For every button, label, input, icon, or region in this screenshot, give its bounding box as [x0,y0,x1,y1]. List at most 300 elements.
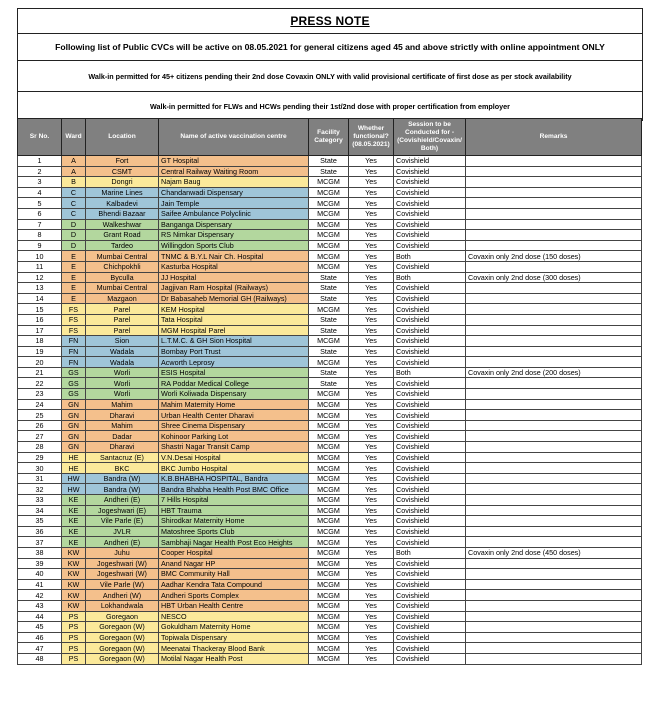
functional-cell: Yes [349,463,394,474]
sr-no-cell: 11 [18,261,62,272]
ward-cell: E [62,261,86,272]
functional-cell: Yes [349,431,394,442]
session-cell: Covishield [394,208,466,219]
centre-name-cell: Bandra Bhabha Health Post BMC Office [159,484,309,495]
location-cell: Bhendi Bazaar [86,208,159,219]
session-cell: Covishield [394,653,466,664]
sr-no-cell: 39 [18,558,62,569]
location-cell: Worli [86,367,159,378]
functional-cell: Yes [349,293,394,304]
facility-category-cell: MCGM [309,622,349,633]
session-cell: Covishield [394,473,466,484]
ward-cell: HE [62,463,86,474]
facility-category-cell: MCGM [309,187,349,198]
col-header-functional: Whether functional? (08.05.2021) [349,119,394,156]
functional-cell: Yes [349,187,394,198]
session-cell: Covishield [394,495,466,506]
location-cell: Goregaon (W) [86,632,159,643]
session-cell: Covishield [394,166,466,177]
location-cell: Mazgaon [86,293,159,304]
sr-no-cell: 13 [18,283,62,294]
facility-category-cell: State [309,325,349,336]
ward-cell: FS [62,325,86,336]
remarks-cell [466,399,642,410]
table-header-row [18,119,642,156]
remarks-cell [466,526,642,537]
facility-category-cell: MCGM [309,198,349,209]
facility-category-cell: State [309,367,349,378]
session-cell: Covishield [394,442,466,453]
facility-category-cell: MCGM [309,505,349,516]
ward-cell: GS [62,389,86,400]
location-cell: Bandra (W) [86,473,159,484]
centre-name-cell: 7 Hills Hospital [159,495,309,506]
sr-no-cell: 22 [18,378,62,389]
functional-cell: Yes [349,198,394,209]
functional-cell: Yes [349,336,394,347]
facility-category-cell: MCGM [309,516,349,527]
functional-cell: Yes [349,251,394,262]
session-cell: Covishield [394,431,466,442]
sr-no-cell: 17 [18,325,62,336]
location-cell: Marine Lines [86,187,159,198]
sr-no-cell: 23 [18,389,62,400]
remarks-cell [466,283,642,294]
session-cell: Both [394,367,466,378]
ward-cell: C [62,208,86,219]
facility-category-cell: MCGM [309,219,349,230]
vaccination-centres-table [17,118,642,665]
session-cell: Covishield [394,420,466,431]
centre-name-cell: Aadhar Kendra Tata Compound [159,579,309,590]
ward-cell: KE [62,495,86,506]
sr-no-cell: 2 [18,166,62,177]
functional-cell: Yes [349,484,394,495]
location-cell: Andheri (E) [86,495,159,506]
table-row [18,346,642,357]
facility-category-cell: MCGM [309,304,349,315]
sr-no-cell: 29 [18,452,62,463]
remarks-cell [466,420,642,431]
centre-name-cell: RA Poddar Medical College [159,378,309,389]
ward-cell: GN [62,410,86,421]
functional-cell: Yes [349,547,394,558]
table-row [18,622,642,633]
sr-no-cell: 27 [18,431,62,442]
remarks-cell [466,314,642,325]
session-cell: Covishield [394,283,466,294]
facility-category-cell: MCGM [309,495,349,506]
session-cell: Covishield [394,569,466,580]
facility-category-cell: MCGM [309,463,349,474]
functional-cell: Yes [349,505,394,516]
table-row [18,251,642,262]
sr-no-cell: 5 [18,198,62,209]
sr-no-cell: 18 [18,336,62,347]
ward-cell: D [62,230,86,241]
table-row [18,632,642,643]
centre-name-cell: Motilal Nagar Health Post [159,653,309,664]
centre-name-cell: Mahim Maternity Home [159,399,309,410]
facility-category-cell: MCGM [309,590,349,601]
ward-cell: C [62,187,86,198]
location-cell: Mahim [86,420,159,431]
table-row [18,198,642,209]
session-cell: Covishield [394,410,466,421]
ward-cell: HW [62,484,86,495]
sr-no-cell: 9 [18,240,62,251]
remarks-cell [466,505,642,516]
facility-category-cell: MCGM [309,526,349,537]
sr-no-cell: 15 [18,304,62,315]
ward-cell: PS [62,643,86,654]
location-cell: Parel [86,304,159,315]
remarks-cell [466,463,642,474]
functional-cell: Yes [349,261,394,272]
table-row [18,325,642,336]
table-row [18,336,642,347]
facility-category-cell: MCGM [309,473,349,484]
centre-name-cell: Acworth Leprosy [159,357,309,368]
ward-cell: KW [62,579,86,590]
session-cell: Covishield [394,484,466,495]
sr-no-cell: 20 [18,357,62,368]
ward-cell: KW [62,600,86,611]
location-cell: Jogeshwari (E) [86,505,159,516]
facility-category-cell: MCGM [309,452,349,463]
ward-cell: GS [62,367,86,378]
remarks-cell [466,187,642,198]
facility-category-cell: State [309,283,349,294]
table-row [18,516,642,527]
table-row [18,187,642,198]
functional-cell: Yes [349,653,394,664]
centre-name-cell: Urban Health Center Dharavi [159,410,309,421]
session-cell: Covishield [394,187,466,198]
col-header-remarks: Remarks [466,119,642,156]
centre-name-cell: BMC Community Hall [159,569,309,580]
functional-cell: Yes [349,314,394,325]
table-row [18,495,642,506]
location-cell: Tardeo [86,240,159,251]
session-cell: Covishield [394,378,466,389]
remarks-cell: Covaxin only 2nd dose (200 doses) [466,367,642,378]
location-cell: Goregaon [86,611,159,622]
table-row [18,537,642,548]
ward-cell: GN [62,420,86,431]
facility-category-cell: MCGM [309,399,349,410]
notice-line-2: Walk-in permitted for 45+ citizens pending their 2nd dose Covaxin ONLY with valid provisional certificate of first dose as per stock availability [18,61,642,92]
remarks-cell [466,230,642,241]
remarks-cell [466,452,642,463]
centre-name-cell: GT Hospital [159,156,309,167]
session-cell: Covishield [394,198,466,209]
session-cell: Covishield [394,632,466,643]
col-header-centre-name: Name of active vaccination centre [159,119,309,156]
facility-category-cell: State [309,166,349,177]
remarks-cell [466,410,642,421]
sr-no-cell: 35 [18,516,62,527]
functional-cell: Yes [349,611,394,622]
session-cell: Covishield [394,219,466,230]
sr-no-cell: 26 [18,420,62,431]
sr-no-cell: 19 [18,346,62,357]
remarks-cell [466,240,642,251]
ward-cell: GS [62,378,86,389]
sr-no-cell: 16 [18,314,62,325]
facility-category-cell: MCGM [309,336,349,347]
table-row [18,261,642,272]
centre-name-cell: KEM Hospital [159,304,309,315]
ward-cell: FN [62,346,86,357]
remarks-cell: Covaxin only 2nd dose (150 doses) [466,251,642,262]
sr-no-cell: 37 [18,537,62,548]
location-cell: Vile Parle (E) [86,516,159,527]
centre-name-cell: Andheri Sports Complex [159,590,309,601]
table-row [18,547,642,558]
table-row [18,505,642,516]
centre-name-cell: Banganga Dispensary [159,219,309,230]
sr-no-cell: 3 [18,177,62,188]
location-cell: BKC [86,463,159,474]
location-cell: Goregaon (W) [86,622,159,633]
ward-cell: A [62,156,86,167]
remarks-cell [466,346,642,357]
table-row [18,357,642,368]
functional-cell: Yes [349,410,394,421]
functional-cell: Yes [349,367,394,378]
centre-name-cell: HBT Trauma [159,505,309,516]
centre-name-cell: Bombay Port Trust [159,346,309,357]
remarks-cell [466,600,642,611]
session-cell: Covishield [394,346,466,357]
session-cell: Covishield [394,336,466,347]
functional-cell: Yes [349,622,394,633]
table-row [18,304,642,315]
facility-category-cell: MCGM [309,410,349,421]
sr-no-cell: 21 [18,367,62,378]
page-title: PRESS NOTE [290,14,370,28]
col-header-ward: Ward [62,119,86,156]
centre-name-cell: L.T.M.C. & GH Sion Hospital [159,336,309,347]
functional-cell: Yes [349,346,394,357]
centre-name-cell: Gokuldham Maternity Home [159,622,309,633]
table-row [18,177,642,188]
functional-cell: Yes [349,579,394,590]
functional-cell: Yes [349,166,394,177]
session-cell: Covishield [394,590,466,601]
centre-name-cell: Najam Baug [159,177,309,188]
col-header-location: Location [86,119,159,156]
functional-cell: Yes [349,643,394,654]
functional-cell: Yes [349,219,394,230]
facility-category-cell: MCGM [309,251,349,262]
location-cell: Andheri (W) [86,590,159,601]
centre-name-cell: Chandanwadi Dispensary [159,187,309,198]
ward-cell: C [62,198,86,209]
table-row [18,156,642,167]
ward-cell: E [62,251,86,262]
facility-category-cell: MCGM [309,357,349,368]
location-cell: Dadar [86,431,159,442]
table-row [18,378,642,389]
location-cell: JVLR [86,526,159,537]
ward-cell: FS [62,304,86,315]
sr-no-cell: 48 [18,653,62,664]
facility-category-cell: MCGM [309,579,349,590]
centre-name-cell: Sambhaji Nagar Health Post Eco Heights [159,537,309,548]
session-cell: Covishield [394,643,466,654]
table-row [18,230,642,241]
centre-name-cell: RS Nimkar Dispensary [159,230,309,241]
ward-cell: D [62,219,86,230]
table-row [18,166,642,177]
facility-category-cell: MCGM [309,547,349,558]
functional-cell: Yes [349,177,394,188]
remarks-cell [466,653,642,664]
facility-category-cell: MCGM [309,653,349,664]
remarks-cell [466,156,642,167]
remarks-cell [466,166,642,177]
table-row [18,272,642,283]
sr-no-cell: 25 [18,410,62,421]
table-row [18,643,642,654]
session-cell: Covishield [394,304,466,315]
location-cell: Bandra (W) [86,484,159,495]
ward-cell: KE [62,516,86,527]
centre-name-cell: HBT Urban Health Centre [159,600,309,611]
centre-name-cell: BKC Jumbo Hospital [159,463,309,474]
ward-cell: D [62,240,86,251]
session-cell: Covishield [394,261,466,272]
functional-cell: Yes [349,283,394,294]
table-row [18,219,642,230]
centre-name-cell: Tata Hospital [159,314,309,325]
location-cell: Wadala [86,346,159,357]
location-cell: Grant Road [86,230,159,241]
functional-cell: Yes [349,452,394,463]
ward-cell: FN [62,336,86,347]
session-cell: Both [394,547,466,558]
table-row [18,208,642,219]
functional-cell: Yes [349,420,394,431]
location-cell: Byculla [86,272,159,283]
location-cell: Chichpokhli [86,261,159,272]
functional-cell: Yes [349,389,394,400]
centre-name-cell: ESIS Hospital [159,367,309,378]
location-cell: Walkeshwar [86,219,159,230]
centre-name-cell: Dr Babasaheb Memorial GH (Railways) [159,293,309,304]
facility-category-cell: MCGM [309,558,349,569]
session-cell: Covishield [394,505,466,516]
session-cell: Covishield [394,293,466,304]
ward-cell: GN [62,399,86,410]
facility-category-cell: MCGM [309,484,349,495]
centre-name-cell: Shastri Nagar Transit Camp [159,442,309,453]
col-header-session: Session to be Conducted for - (Covishield/Covaxin/ Both) [394,119,466,156]
centre-name-cell: Saifee Ambulance Polyclinic [159,208,309,219]
remarks-cell [466,431,642,442]
location-cell: Santacruz (E) [86,452,159,463]
facility-category-cell: MCGM [309,569,349,580]
table-row [18,463,642,474]
centre-name-cell: V.N.Desai Hospital [159,452,309,463]
table-row [18,240,642,251]
notice-line-1: Following list of Public CVCs will be active on 08.05.2021 for general citizens aged 45 and above strictly with online appointment ONLY [18,34,642,61]
functional-cell: Yes [349,272,394,283]
functional-cell: Yes [349,230,394,241]
centre-name-cell: K.B.BHABHA HOSPITAL, Bandra [159,473,309,484]
session-cell: Covishield [394,240,466,251]
remarks-cell [466,219,642,230]
centre-name-cell: Topiwala Dispensary [159,632,309,643]
notice-line-3: Walk-in permitted for FLWs and HCWs pending their 1st/2nd dose with proper certification from employer [150,101,510,111]
sr-no-cell: 45 [18,622,62,633]
ward-cell: E [62,272,86,283]
location-cell: Wadala [86,357,159,368]
location-cell: Worli [86,378,159,389]
table-body [18,156,642,665]
remarks-cell [466,569,642,580]
sr-no-cell: 24 [18,399,62,410]
facility-category-cell: MCGM [309,632,349,643]
functional-cell: Yes [349,558,394,569]
table-row [18,293,642,304]
facility-category-cell: MCGM [309,240,349,251]
location-cell: Andheri (E) [86,537,159,548]
press-note-header-box [17,8,643,121]
remarks-cell [466,516,642,527]
table-row [18,600,642,611]
title-row [18,9,642,34]
table-row [18,389,642,400]
remarks-cell [466,495,642,506]
remarks-cell [466,389,642,400]
table-row [18,590,642,601]
remarks-cell [466,484,642,495]
sr-no-cell: 1 [18,156,62,167]
sr-no-cell: 28 [18,442,62,453]
location-cell: Parel [86,314,159,325]
remarks-cell [466,590,642,601]
functional-cell: Yes [349,495,394,506]
remarks-cell [466,643,642,654]
facility-category-cell: MCGM [309,420,349,431]
centre-name-cell: Cooper Hospital [159,547,309,558]
sr-no-cell: 8 [18,230,62,241]
ward-cell: FS [62,314,86,325]
session-cell: Covishield [394,156,466,167]
sr-no-cell: 46 [18,632,62,643]
session-cell: Covishield [394,611,466,622]
location-cell: Fort [86,156,159,167]
remarks-cell [466,579,642,590]
ward-cell: E [62,283,86,294]
ward-cell: GN [62,442,86,453]
sr-no-cell: 40 [18,569,62,580]
table-row [18,314,642,325]
session-cell: Covishield [394,622,466,633]
sr-no-cell: 41 [18,579,62,590]
functional-cell: Yes [349,208,394,219]
table-row [18,410,642,421]
table-row [18,484,642,495]
remarks-cell [466,261,642,272]
remarks-cell [466,336,642,347]
ward-cell: KE [62,537,86,548]
ward-cell: GN [62,431,86,442]
sr-no-cell: 36 [18,526,62,537]
